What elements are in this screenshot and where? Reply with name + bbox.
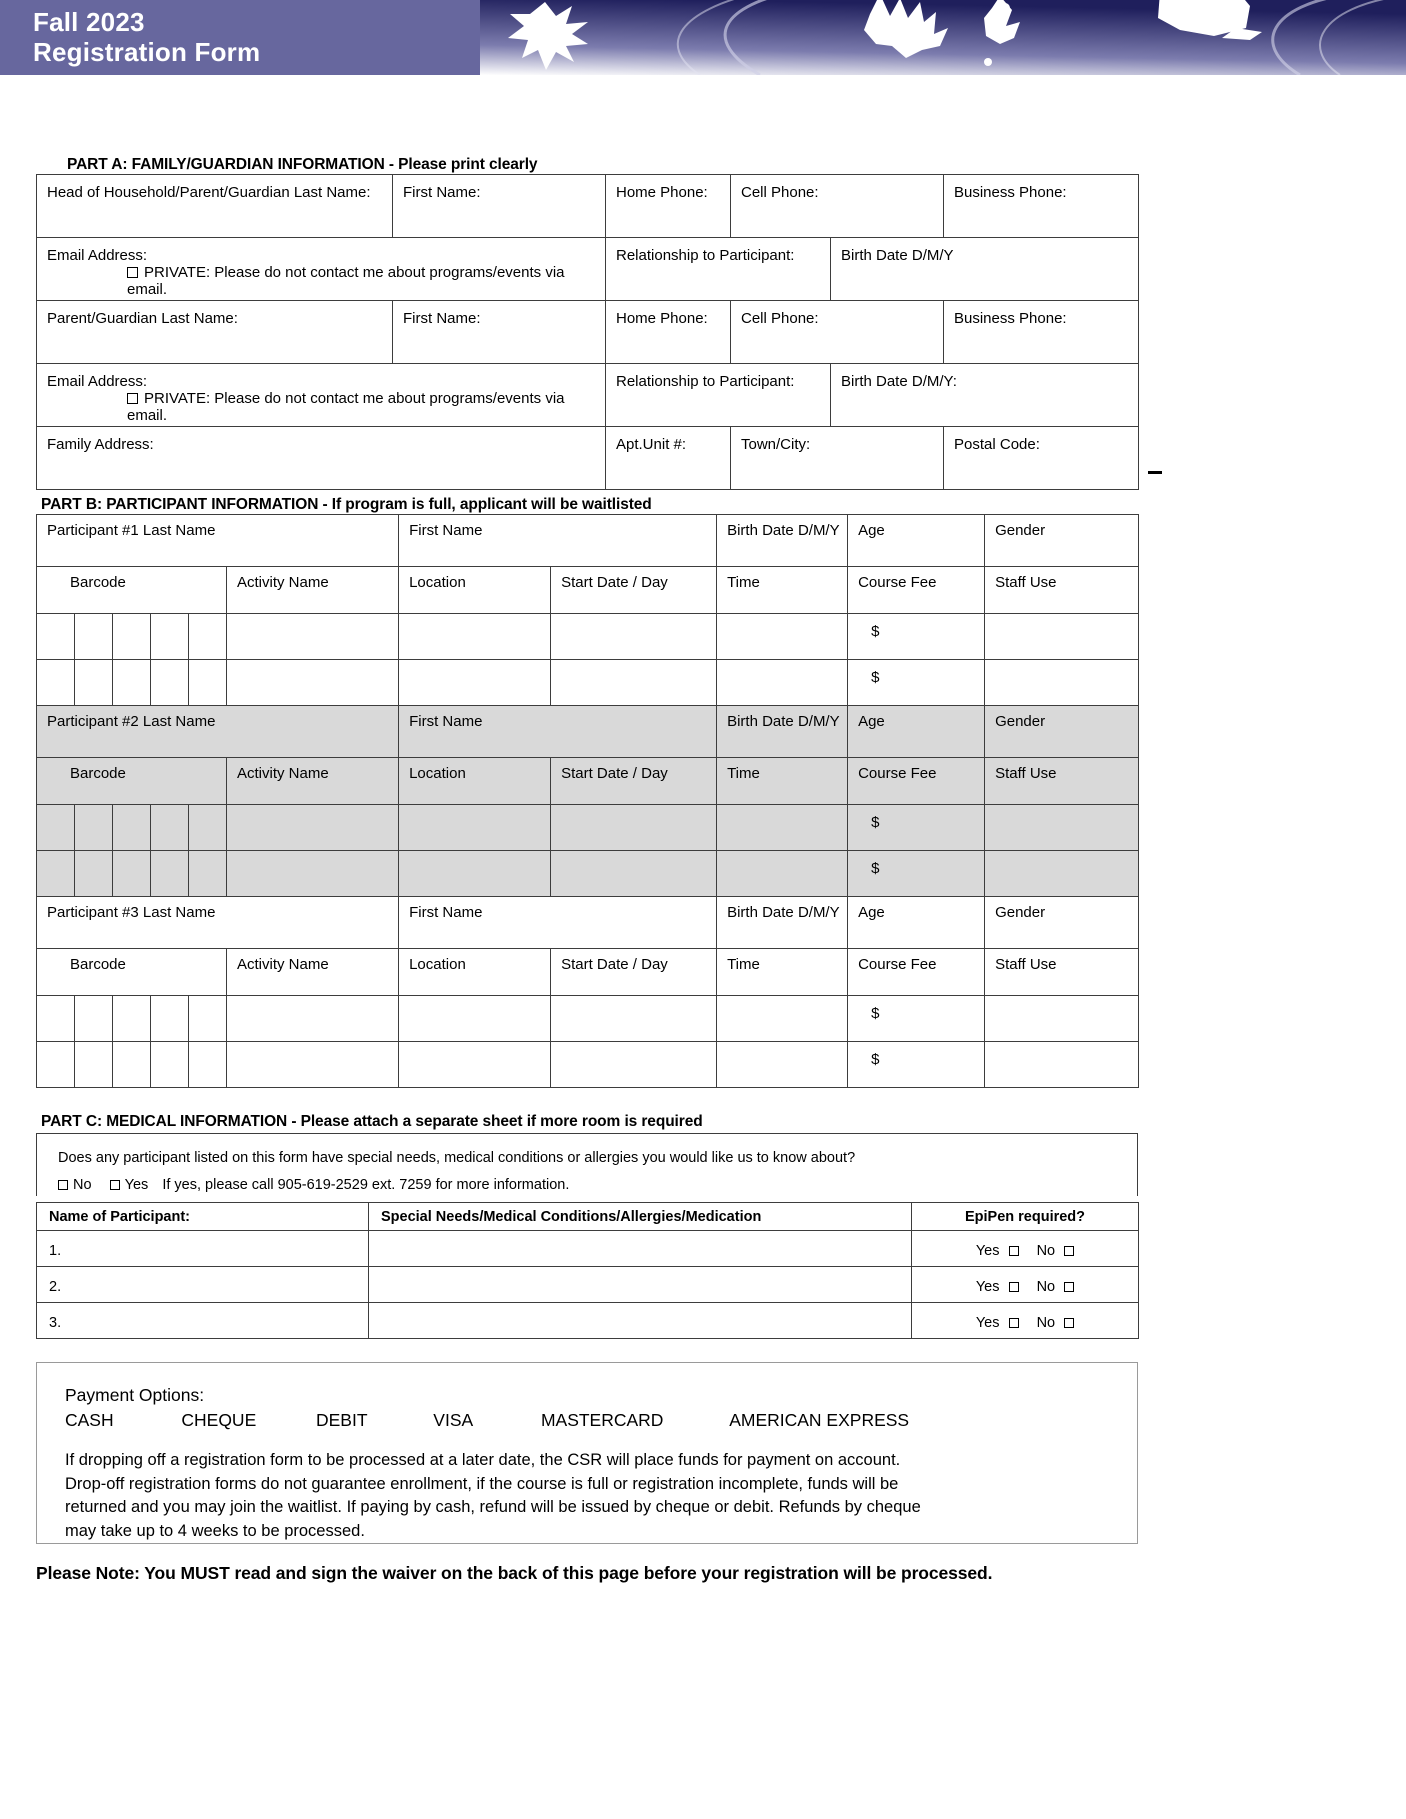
table-row	[37, 1303, 1139, 1339]
table-header-row	[37, 1203, 1139, 1231]
column-label: Location	[409, 956, 466, 973]
field-label: Gender	[995, 713, 1046, 730]
medical-name-cell-1[interactable]	[37, 1231, 369, 1267]
field-parent-business-phone[interactable]	[944, 301, 1139, 364]
payment-policy-line-3: returned and you may join the waitlist. If paying by cash, refund will be issued by cheque or debit. Refunds by cheque	[65, 1498, 921, 1516]
field-label: First Name	[409, 713, 483, 730]
field-label: First Name	[409, 904, 483, 921]
activity-name-cell[interactable]	[227, 851, 399, 897]
activity-entry-row	[37, 996, 1139, 1042]
participant-1-last-name[interactable]	[37, 515, 399, 567]
participant-2-age[interactable]	[848, 706, 985, 758]
participant-name-row	[37, 706, 1139, 758]
column-label: Staff Use	[995, 574, 1057, 591]
activity-name-cell[interactable]	[227, 1042, 399, 1088]
column-label: Start Date / Day	[561, 956, 668, 973]
participant-1-gender[interactable]	[985, 515, 1139, 567]
banner-title-block	[0, 0, 480, 75]
field-parent-cell-phone[interactable]	[731, 301, 944, 364]
column-label: Location	[409, 574, 466, 591]
barcode-cell[interactable]	[75, 1042, 113, 1088]
start-date-cell[interactable]	[551, 805, 717, 851]
start-date-cell[interactable]	[551, 660, 717, 706]
staff-use-cell[interactable]	[985, 805, 1139, 851]
participant-name-row	[37, 515, 1139, 567]
field-label: Participant #1 Last Name	[47, 522, 216, 539]
field-parent-relationship[interactable]	[606, 364, 831, 427]
field-hoh-first-name[interactable]	[393, 175, 606, 238]
time-cell[interactable]	[717, 660, 848, 706]
barcode-cell[interactable]	[37, 805, 75, 851]
field-hoh-home-phone[interactable]	[606, 175, 731, 238]
participant-2-last-name[interactable]	[37, 706, 399, 758]
field-label: Age	[858, 522, 885, 539]
field-label: Birth Date D/M/Y	[727, 522, 840, 539]
payment-methods-list	[65, 1407, 1109, 1433]
column-label: Activity Name	[237, 765, 329, 782]
col-course-fee	[848, 567, 985, 614]
location-cell[interactable]	[399, 614, 551, 660]
private-email-label: PRIVATE: Please do not contact me about programs/events via email.	[127, 264, 565, 298]
participant-columns-row	[37, 758, 1139, 805]
column-label: Activity Name	[237, 574, 329, 591]
col-start-date	[551, 758, 717, 805]
currency-symbol: $	[871, 1051, 880, 1068]
table-row	[37, 364, 1139, 427]
field-label: Family Address:	[47, 436, 154, 453]
epipen-no-checkbox[interactable]	[1064, 1318, 1074, 1328]
row-number: 3.	[49, 1315, 62, 1331]
payment-policy-line-1: If dropping off a registration form to be processed at a later date, the CSR will place funds for payment on account.	[65, 1451, 901, 1469]
start-date-cell[interactable]	[551, 851, 717, 897]
medical-name-cell-2[interactable]	[37, 1267, 369, 1303]
field-town-city[interactable]	[731, 427, 944, 490]
barcode-cell[interactable]	[113, 660, 151, 706]
payment-options-title: Payment Options:	[65, 1385, 205, 1405]
col-barcode	[37, 567, 227, 614]
participant-columns-row	[37, 567, 1139, 614]
medical-yes-checkbox[interactable]	[110, 1180, 120, 1190]
part-b-heading: PART B: PARTICIPANT INFORMATION - If program is full, applicant will be waitlisted	[41, 496, 652, 513]
barcode-cell[interactable]	[37, 996, 75, 1042]
time-cell[interactable]	[717, 1042, 848, 1088]
activity-name-cell[interactable]	[227, 660, 399, 706]
field-hoh-birth-date[interactable]	[831, 238, 1139, 301]
participant-2-birth-date[interactable]	[717, 706, 848, 758]
barcode-cell[interactable]	[151, 614, 189, 660]
column-label: Course Fee	[858, 765, 937, 782]
col-location	[399, 567, 551, 614]
participant-3-first-name[interactable]	[399, 897, 717, 949]
row-number: 1.	[49, 1243, 62, 1259]
field-label: Apt.Unit #:	[616, 436, 687, 453]
staff-use-cell[interactable]	[985, 996, 1139, 1042]
currency-symbol: $	[871, 1005, 880, 1022]
column-label: Time	[727, 574, 760, 591]
currency-symbol: $	[871, 860, 880, 877]
epipen-yes-checkbox[interactable]	[1009, 1246, 1019, 1256]
epipen-cell-3	[912, 1303, 1139, 1339]
payment-method-mastercard[interactable]: MASTERCARD	[540, 1410, 664, 1430]
barcode-cell[interactable]	[113, 1042, 151, 1088]
field-label: Birth Date D/M/Y	[727, 713, 840, 730]
participant-2-gender[interactable]	[985, 706, 1139, 758]
epipen-yes-checkbox[interactable]	[1009, 1318, 1019, 1328]
col-start-date	[551, 567, 717, 614]
field-postal-code[interactable]	[944, 427, 1139, 490]
col-course-fee	[848, 949, 985, 996]
column-label: Barcode	[70, 765, 126, 782]
medical-name-cell-3[interactable]	[37, 1303, 369, 1339]
field-apt-unit[interactable]	[606, 427, 731, 490]
field-parent-birth-date[interactable]	[831, 364, 1139, 427]
table-row	[37, 1267, 1139, 1303]
field-label: Relationship to Participant:	[616, 247, 795, 264]
column-label: Start Date / Day	[561, 574, 668, 591]
column-label: Activity Name	[237, 956, 329, 973]
field-label: Gender	[995, 522, 1046, 539]
column-label: Special Needs/Medical Conditions/Allergies/Medication	[381, 1209, 762, 1225]
column-label: Course Fee	[858, 956, 937, 973]
participant-1-first-name[interactable]	[399, 515, 717, 567]
staff-use-cell[interactable]	[985, 851, 1139, 897]
time-cell[interactable]	[717, 614, 848, 660]
barcode-cell[interactable]	[37, 660, 75, 706]
barcode-cell[interactable]	[189, 1042, 227, 1088]
course-fee-cell[interactable]	[848, 851, 985, 897]
field-label: Business Phone:	[954, 184, 1067, 201]
barcode-cell[interactable]	[189, 996, 227, 1042]
field-label: Birth Date D/M/Y	[727, 904, 840, 921]
barcode-cell[interactable]	[75, 996, 113, 1042]
barcode-cell[interactable]	[151, 1042, 189, 1088]
field-hoh-business-phone[interactable]	[944, 175, 1139, 238]
col-activity-name	[227, 949, 399, 996]
column-label: Start Date / Day	[561, 765, 668, 782]
field-label: Cell Phone:	[741, 184, 819, 201]
epipen-no-label: No	[1036, 1243, 1056, 1259]
medical-call-note: If yes, please call 905-619-2529 ext. 7259 for more information.	[162, 1177, 570, 1193]
field-label: Relationship to Participant:	[616, 373, 795, 390]
private-email-label: PRIVATE: Please do not contact me about programs/events via email.	[127, 390, 565, 424]
col-time	[717, 949, 848, 996]
table-row	[37, 1231, 1139, 1267]
medical-yes-label: Yes	[124, 1177, 149, 1193]
payment-method-cheque[interactable]: CHEQUE	[181, 1410, 257, 1430]
col-time	[717, 758, 848, 805]
participant-name-row	[37, 897, 1139, 949]
medical-answer-options	[58, 1174, 1137, 1196]
participant-3-age[interactable]	[848, 897, 985, 949]
payment-method-debit[interactable]: DEBIT	[316, 1410, 368, 1430]
col-special-needs	[369, 1203, 912, 1231]
field-label: First Name:	[403, 310, 481, 327]
field-label: Home Phone:	[616, 184, 708, 201]
banner-title-season: Fall 2023	[33, 7, 145, 37]
private-email-checkbox-1[interactable]	[127, 267, 138, 278]
barcode-cell[interactable]	[37, 1042, 75, 1088]
field-label: Email Address:	[47, 373, 148, 390]
column-label: Name of Participant:	[49, 1209, 190, 1225]
table-row	[37, 238, 1139, 301]
page-banner	[0, 0, 1406, 75]
field-label: Participant #3 Last Name	[47, 904, 216, 921]
time-cell[interactable]	[717, 805, 848, 851]
epipen-yes-label: Yes	[975, 1315, 1000, 1331]
epipen-cell-1	[912, 1231, 1139, 1267]
field-parent-first-name[interactable]	[393, 301, 606, 364]
participant-3-gender[interactable]	[985, 897, 1139, 949]
participant-1-age[interactable]	[848, 515, 985, 567]
waiver-note: Please Note: You MUST read and sign the waiver on the back of this page before your registration will be processed.	[36, 1563, 993, 1583]
currency-symbol: $	[871, 623, 880, 640]
banner-title-form: Registration Form	[33, 37, 261, 67]
barcode-cell[interactable]	[37, 614, 75, 660]
payment-policy-line-4: may take up to 4 weeks to be processed.	[65, 1521, 365, 1540]
currency-symbol: $	[871, 669, 880, 686]
barcode-cell[interactable]	[75, 660, 113, 706]
barcode-cell[interactable]	[113, 996, 151, 1042]
epipen-yes-label: Yes	[975, 1243, 1000, 1259]
col-start-date	[551, 949, 717, 996]
activity-entry-row	[37, 805, 1139, 851]
payment-policy-line-2: Drop-off registration forms do not guarantee enrollment, if the course is full or registration incomplete, funds will be	[65, 1474, 899, 1493]
epipen-no-checkbox[interactable]	[1064, 1246, 1074, 1256]
field-label: First Name:	[403, 184, 481, 201]
field-label: Age	[858, 904, 885, 921]
col-course-fee	[848, 758, 985, 805]
field-label: Gender	[995, 904, 1046, 921]
participant-1-birth-date[interactable]	[717, 515, 848, 567]
payment-method-visa[interactable]: VISA	[433, 1410, 474, 1430]
part-a-table	[36, 174, 1139, 490]
barcode-cell[interactable]	[189, 851, 227, 897]
time-cell[interactable]	[717, 996, 848, 1042]
epipen-no-label: No	[1036, 1279, 1056, 1295]
payment-method-cash[interactable]: CASH	[65, 1410, 114, 1430]
field-label: Postal Code:	[954, 436, 1040, 453]
staff-use-cell[interactable]	[985, 660, 1139, 706]
medical-no-checkbox[interactable]	[58, 1180, 68, 1190]
barcode-cell[interactable]	[37, 851, 75, 897]
start-date-cell[interactable]	[551, 1042, 717, 1088]
barcode-cell[interactable]	[113, 614, 151, 660]
location-cell[interactable]	[399, 1042, 551, 1088]
field-label: Age	[858, 713, 885, 730]
part-c-table	[36, 1202, 1139, 1339]
field-label: Cell Phone:	[741, 310, 819, 327]
location-cell[interactable]	[399, 996, 551, 1042]
part-c-question-box	[36, 1133, 1138, 1196]
medical-no-label: No	[73, 1177, 92, 1193]
part-b-table	[36, 514, 1139, 1088]
field-label: Town/City:	[741, 436, 811, 453]
table-row	[37, 301, 1139, 364]
field-head-of-household-last-name[interactable]	[37, 175, 393, 238]
col-staff-use	[985, 758, 1139, 805]
field-parent-email[interactable]	[37, 364, 606, 427]
page-edge-mark	[1148, 471, 1162, 474]
barcode-cell[interactable]	[113, 851, 151, 897]
col-time	[717, 567, 848, 614]
field-label: First Name	[409, 522, 483, 539]
epipen-yes-label: Yes	[975, 1279, 1000, 1295]
col-name-of-participant	[37, 1203, 369, 1231]
col-activity-name	[227, 758, 399, 805]
epipen-yes-checkbox[interactable]	[1009, 1282, 1019, 1292]
col-activity-name	[227, 567, 399, 614]
barcode-cell[interactable]	[75, 851, 113, 897]
table-row	[37, 175, 1139, 238]
activity-name-cell[interactable]	[227, 614, 399, 660]
course-fee-cell[interactable]	[848, 660, 985, 706]
activity-entry-row	[37, 851, 1139, 897]
column-label: Barcode	[70, 956, 126, 973]
activity-name-cell[interactable]	[227, 805, 399, 851]
barcode-cell[interactable]	[75, 805, 113, 851]
barcode-cell[interactable]	[151, 805, 189, 851]
field-parent-home-phone[interactable]	[606, 301, 731, 364]
table-row	[37, 427, 1139, 490]
location-cell[interactable]	[399, 660, 551, 706]
barcode-cell[interactable]	[189, 805, 227, 851]
part-a-heading: PART A: FAMILY/GUARDIAN INFORMATION - Please print clearly	[67, 156, 538, 173]
medical-conditions-cell-2[interactable]	[369, 1267, 912, 1303]
activity-entry-row	[37, 660, 1139, 706]
column-label: Staff Use	[995, 765, 1057, 782]
barcode-cell[interactable]	[75, 614, 113, 660]
course-fee-cell[interactable]	[848, 996, 985, 1042]
barcode-cell[interactable]	[151, 996, 189, 1042]
staff-use-cell[interactable]	[985, 614, 1139, 660]
medical-question: Does any participant listed on this form have special needs, medical conditions or allergies you would like us to know about?	[58, 1150, 856, 1166]
field-parent-last-name[interactable]	[37, 301, 393, 364]
field-label: Participant #2 Last Name	[47, 713, 216, 730]
course-fee-cell[interactable]	[848, 805, 985, 851]
col-barcode	[37, 949, 227, 996]
part-c-heading: PART C: MEDICAL INFORMATION - Please attach a separate sheet if more room is required	[41, 1113, 703, 1130]
col-location	[399, 758, 551, 805]
field-label: Birth Date D/M/Y	[841, 247, 954, 264]
course-fee-cell[interactable]	[848, 1042, 985, 1088]
col-staff-use	[985, 567, 1139, 614]
field-label: Head of Household/Parent/Guardian Last Name:	[47, 184, 371, 201]
participant-columns-row	[37, 949, 1139, 996]
column-label: Course Fee	[858, 574, 937, 591]
barcode-cell[interactable]	[113, 805, 151, 851]
col-epipen	[912, 1203, 1139, 1231]
barcode-cell[interactable]	[189, 660, 227, 706]
payment-method-amex[interactable]: AMERICAN EXPRESS	[729, 1410, 910, 1430]
column-label: Time	[727, 956, 760, 973]
payment-policy-text	[65, 1449, 1109, 1543]
field-label: Parent/Guardian Last Name:	[47, 310, 238, 327]
field-hoh-email[interactable]	[37, 238, 606, 301]
start-date-cell[interactable]	[551, 996, 717, 1042]
field-label: Business Phone:	[954, 310, 1067, 327]
medical-conditions-cell-1[interactable]	[369, 1231, 912, 1267]
column-label: Location	[409, 765, 466, 782]
participant-3-last-name[interactable]	[37, 897, 399, 949]
column-label: EpiPen required?	[964, 1209, 1086, 1225]
barcode-cell[interactable]	[189, 614, 227, 660]
staff-use-cell[interactable]	[985, 1042, 1139, 1088]
participant-2-first-name[interactable]	[399, 706, 717, 758]
col-location	[399, 949, 551, 996]
field-family-address[interactable]	[37, 427, 606, 490]
barcode-cell[interactable]	[151, 851, 189, 897]
epipen-no-label: No	[1036, 1315, 1056, 1331]
currency-symbol: $	[871, 814, 880, 831]
field-hoh-cell-phone[interactable]	[731, 175, 944, 238]
time-cell[interactable]	[717, 851, 848, 897]
column-label: Staff Use	[995, 956, 1057, 973]
col-staff-use	[985, 949, 1139, 996]
field-hoh-relationship[interactable]	[606, 238, 831, 301]
barcode-cell[interactable]	[151, 660, 189, 706]
activity-entry-row	[37, 614, 1139, 660]
location-cell[interactable]	[399, 805, 551, 851]
field-label: Home Phone:	[616, 310, 708, 327]
column-label: Barcode	[70, 574, 126, 591]
participant-3-birth-date[interactable]	[717, 897, 848, 949]
field-label: Birth Date D/M/Y:	[841, 373, 957, 390]
column-label: Time	[727, 765, 760, 782]
activity-entry-row	[37, 1042, 1139, 1088]
row-number: 2.	[49, 1279, 62, 1295]
activity-name-cell[interactable]	[227, 996, 399, 1042]
field-label: Email Address:	[47, 247, 148, 264]
epipen-no-checkbox[interactable]	[1064, 1282, 1074, 1292]
course-fee-cell[interactable]	[848, 614, 985, 660]
start-date-cell[interactable]	[551, 614, 717, 660]
medical-conditions-cell-3[interactable]	[369, 1303, 912, 1339]
location-cell[interactable]	[399, 851, 551, 897]
col-barcode	[37, 758, 227, 805]
private-email-checkbox-2[interactable]	[127, 393, 138, 404]
payment-options-box	[36, 1362, 1138, 1544]
epipen-cell-2	[912, 1267, 1139, 1303]
